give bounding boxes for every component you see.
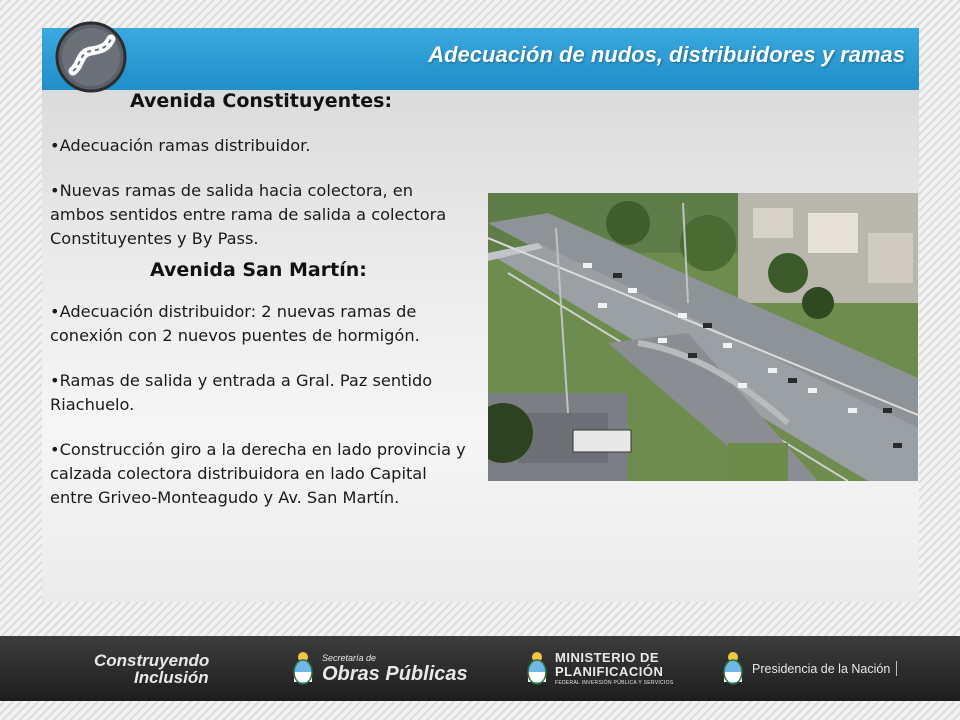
section-title-san-martin: Avenida San Martín: (150, 259, 367, 281)
secretaria-label: Secretaría de (322, 653, 377, 663)
bullet-item: • Construcción giro a la derecha en lado provincia y calzada colectora distribuidora en lado Capital entre Griveo-Monteagudo y Av. San Martín. (50, 438, 470, 510)
argentina-coat-of-arms-icon (722, 651, 744, 685)
ministerio-subtitle: FEDERAL INVERSIÓN PÚBLICA Y SERVICIOS (555, 680, 674, 686)
content (50, 90, 480, 510)
bullet-item: • Nuevas ramas de salida hacia colectora, en ambos sentidos entre rama de salida a colectora Constituyentes y By Pass. (50, 179, 470, 251)
footer-divider (896, 661, 897, 676)
argentina-coat-of-arms-icon (526, 651, 548, 685)
road-curve-icon (55, 21, 127, 93)
page-title: Adecuación de nudos, distribuidores y ramas (428, 42, 905, 67)
construyendo-inclusion-logo: Construyendo Inclusión (94, 651, 210, 687)
bullet-item: • Ramas de salida y entrada a Gral. Paz sentido Riachuelo. (50, 369, 480, 417)
highway-photo (488, 193, 918, 481)
section-title-constituyentes: Avenida Constituyentes: (130, 90, 393, 112)
bullet-item: • Adecuación ramas distribuidor. (50, 134, 480, 158)
bullet-item: • Adecuación distribuidor: 2 nuevas ramas de conexión con 2 nuevos puentes de hormigón. (50, 300, 475, 348)
header-bar (42, 28, 919, 90)
presidencia-label: Presidencia de la Nación (752, 662, 891, 676)
planificacion-label: PLANIFICACIÓN (555, 664, 664, 679)
obras-publicas-label: Obras Públicas (322, 663, 468, 685)
footer (0, 636, 960, 701)
argentina-coat-of-arms-icon (292, 651, 314, 685)
ministerio-label: MINISTERIO DE (555, 650, 660, 665)
